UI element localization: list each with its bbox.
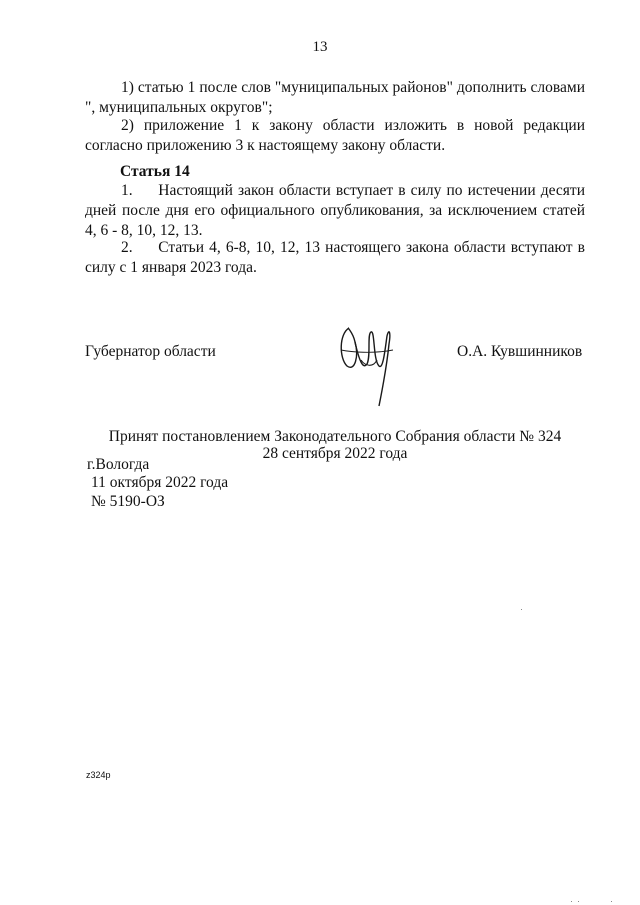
article-item-1: 1. Настоящий закон области вступает в силу по истечении десяти дней после дня его официального опубликования, за исключением статей 4, 6 - 8, 10, 12, 13. [85,182,585,239]
footer-code: z324p [86,770,111,780]
governor-title: Губернатор области [85,343,216,360]
page-number: 13 [312,39,328,55]
scan-dot [571,901,572,902]
date: 11 октября 2022 года [91,474,229,491]
adoption-line-1: Принят постановлением Законодательного Собрания области № 324 [108,428,562,445]
scan-dot [611,901,612,902]
handwritten-signature [333,320,403,412]
article-title: Статья 14 [120,163,190,180]
paragraph-article-amendment-1: 1) статью 1 после слов "муниципальных районов" дополнить словами ", муниципальных округов"; [85,79,585,116]
scan-dot [578,901,579,902]
article-item-2: 2. Статьи 4, 6-8, 10, 12, 13 настоящего закона области вступают в силу с 1 января 2023 года. [85,239,585,276]
law-number: № 5190-ОЗ [91,493,165,510]
governor-name: О.А. Кувшинников [457,343,583,360]
adoption-line-2: 28 сентября 2022 года [262,445,408,462]
place: г.Вологда [87,456,150,473]
scan-dot [521,609,522,610]
paragraph-article-amendment-2: 2) приложение 1 к закону области изложить в новой редакции согласно приложению 3 к настоящему закону области. [85,117,585,154]
